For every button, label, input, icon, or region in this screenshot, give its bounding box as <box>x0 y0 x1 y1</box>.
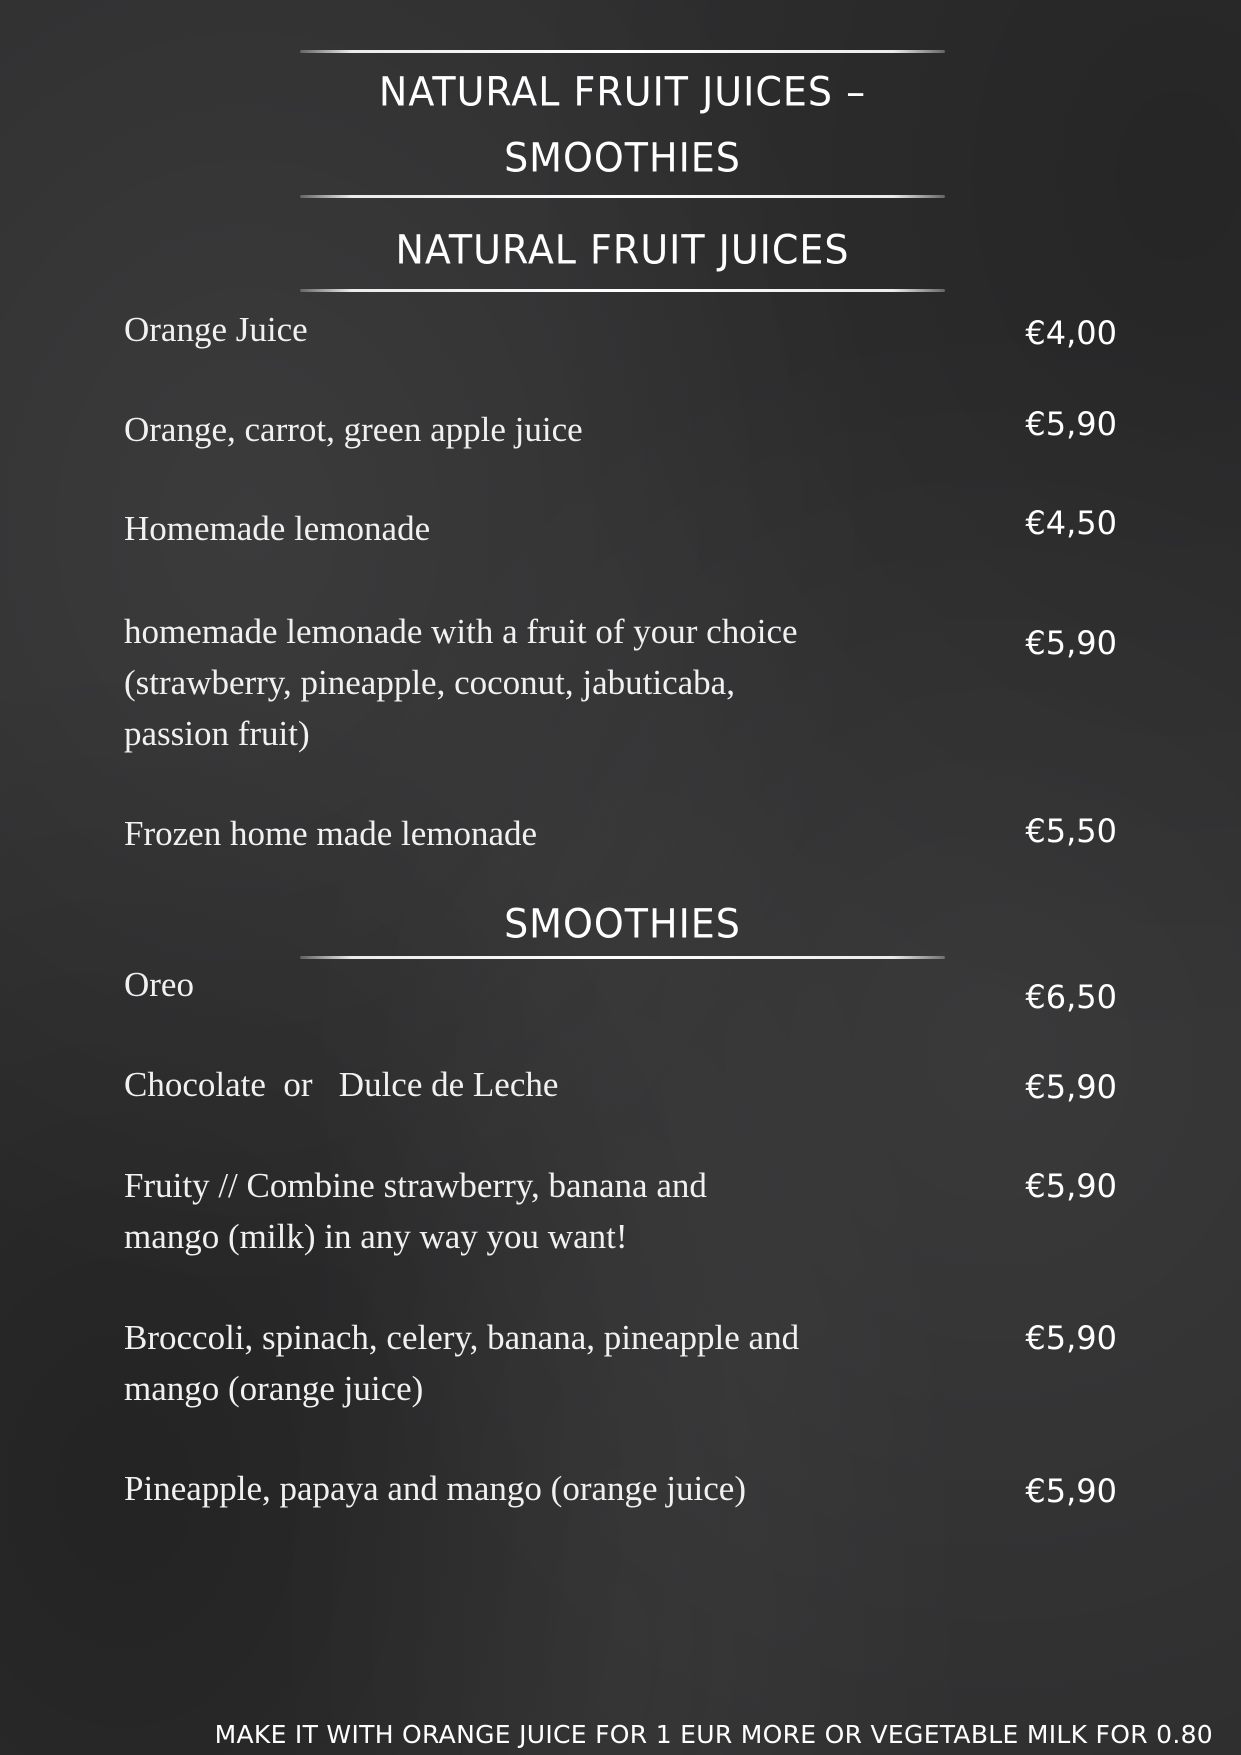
smoothie-item-name: Chocolate or Dulce de Leche <box>124 1065 559 1104</box>
juice-item-price: €4,00 <box>1025 314 1117 352</box>
smoothie-item-price: €5,90 <box>1025 1472 1117 1510</box>
smoothie-item-name: Pineapple, papaya and mango (orange juice) <box>124 1469 746 1508</box>
juice-item-price: €5,90 <box>1025 405 1117 443</box>
footnote: MAKE IT WITH ORANGE JUICE FOR 1 EUR MORE OR VEGETABLE MILK FOR 0.80 <box>214 1720 1213 1749</box>
smoothie-item-price: €5,90 <box>1025 1167 1117 1205</box>
smoothie-item-name: Broccoli, spinach, celery, banana, pineapple and mango (orange juice) <box>124 1318 800 1408</box>
menu-title-line-1: NATURAL FRUIT JUICES – <box>378 68 867 116</box>
menu-title-line-2: SMOOTHIES <box>504 134 741 182</box>
juice-item-price: €4,50 <box>1025 504 1117 542</box>
juice-item-price: €5,90 <box>1025 624 1117 662</box>
juice-item-name: Orange, carrot, green apple juice <box>124 410 583 449</box>
juices-heading: NATURAL FRUIT JUICES <box>395 226 850 274</box>
smoothie-item-name: Oreo <box>124 965 194 1004</box>
juice-item-name: Orange Juice <box>124 310 308 349</box>
juice-item-name: Homemade lemonade <box>124 509 431 548</box>
juices-heading-rule <box>300 289 945 292</box>
juice-item-name: homemade lemonade with a fruit of your choice (strawberry, pineapple, coconut, jabuticaba, passion fruit) <box>124 612 798 753</box>
juice-item-price: €5,50 <box>1025 812 1117 850</box>
smoothie-item-price: €5,90 <box>1025 1068 1117 1106</box>
title-top-rule <box>300 50 945 53</box>
juice-item-name: Frozen home made lemonade <box>124 814 538 853</box>
smoothie-item-price: €6,50 <box>1025 978 1117 1016</box>
smoothie-item-price: €5,90 <box>1025 1319 1117 1357</box>
title-bottom-rule <box>300 195 945 198</box>
smoothies-heading: SMOOTHIES <box>504 900 741 948</box>
smoothie-item-name: Fruity // Combine strawberry, banana and mango (milk) in any way you want! <box>124 1166 707 1256</box>
